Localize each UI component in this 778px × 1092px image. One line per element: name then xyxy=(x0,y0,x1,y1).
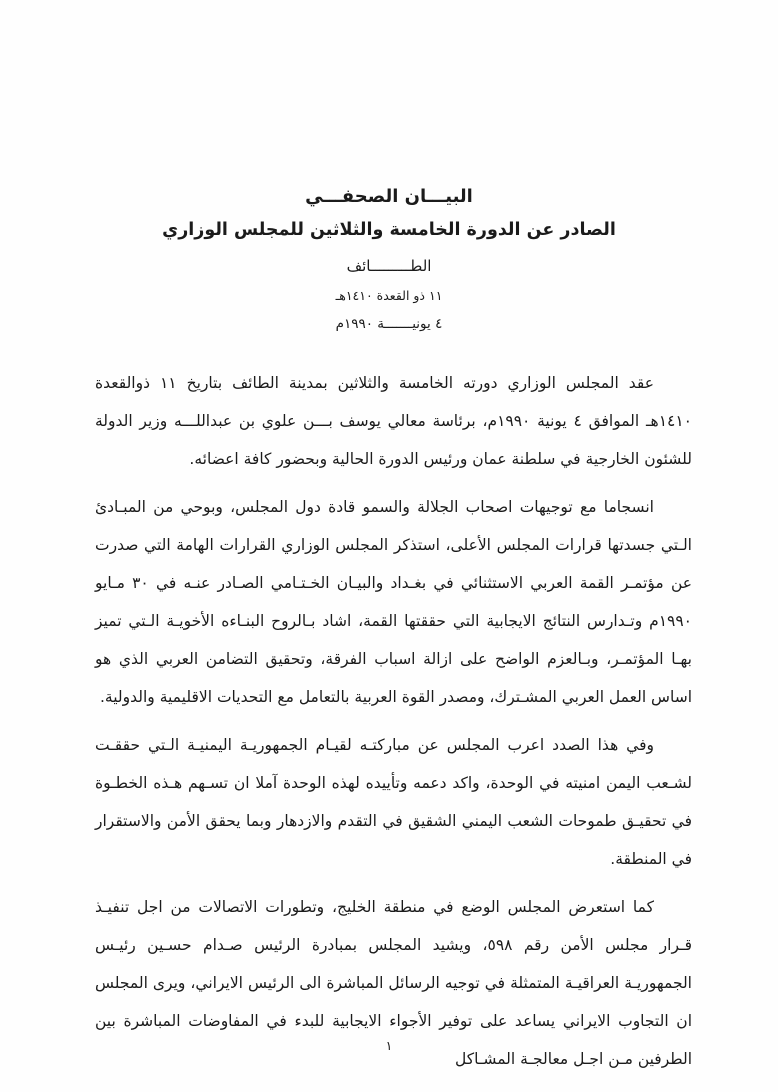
date-gregorian: ٤ يونيـــــــة ١٩٩٠م xyxy=(335,316,443,332)
document-subtitle: الصادر عن الدورة الخامسة والثلاثين للمجلس الوزاري xyxy=(162,220,616,240)
date-hijri: ١١ ذو القعدة ١٤١٠هـ xyxy=(335,288,443,303)
page-number: ١ xyxy=(385,1038,393,1053)
document-body xyxy=(95,364,692,1078)
paragraph-session-opening: عقد المجلس الوزاري دورته الخامسة والثلاثين بمدينة الطائف بتاريخ ١١ ذوالقعدة ١٤١٠هـ الموافق ٤ يونية ١٩٩٠م، برئاسة معالي يوسف بـــن علوي بن عبداللـــه وزير الدولة للشئون الخارجية في سلطنة عمان ورئيس الدورة الحالية وبحضور كافة اعضائه. xyxy=(95,374,692,468)
document-title: البيـــان الصحفـــي xyxy=(305,186,473,207)
paragraph-yemen-unity: وفي هذا الصدد اعرب المجلس عن مباركتـه لقيـام الجمهوريـة اليمنيـة الـتي حققـت لشـعب اليمن امنيته في الوحدة، واكد دعمه وتأييده لهذه الوحدة آملا ان تسـهم هـذه الخطـوة في تحقيـق طموحات الشعب اليمني الشقيق في التقدم والازدهار وبما يحقق الأمن والاستقرار في المنطقة. xyxy=(95,736,692,868)
paragraph-gulf-situation: كما استعرض المجلس الوضع في منطقة الخليج، وتطورات الاتصالات من اجل تنفيـذ قـرار مجلس الأمن رقم ٥٩٨، ويشيد المجلس بمبادرة الرئيس صـدام حسـين رئيـس الجمهوريـة العراقيـة المتمثلة في توجيه الرسائل المباشرة الى الرئيس الايراني، ويرى المجلس ان التجاوب الايراني يساعد على توفير الأجواء الايجابية للبدء في المفاوضات المباشرة بين الطرفين مـن اجـل معالجـة المشـاكل xyxy=(95,898,692,1068)
document-footer xyxy=(0,1035,778,1054)
paragraph-baghdad-summit: انسجاما مع توجيهات اصحاب الجلالة والسمو قادة دول المجلس، وبوحي من المبـادئ الـتي جسدتها قرارات المجلس الأعلى، استذكر المجلس الوزاري القرارات الهامة التي صدرت عن مؤتمـر القمة العربي الاستثنائي في بغـداد والبيـان الخـتـامي الصـادر عنـه في ٣٠ مـايو ١٩٩٠م وتـدارس النتائج الايجابية التي حققتها القمة، اشاد بـالروح البنـاءه الأخويـة الـتي تميز بهـا المؤتمـر، وبـالعزم الواضح على ازالة اسباب الفرقة، وتحقيق التضامن العربي الذي هو اساس العمل العربي المشـترك، ومصدر القوة العربية بالتعامل مع التحديات الاقليمية والدولية. xyxy=(95,498,692,706)
place-name: الطـــــــــائف xyxy=(346,257,432,275)
document-header xyxy=(0,0,778,332)
